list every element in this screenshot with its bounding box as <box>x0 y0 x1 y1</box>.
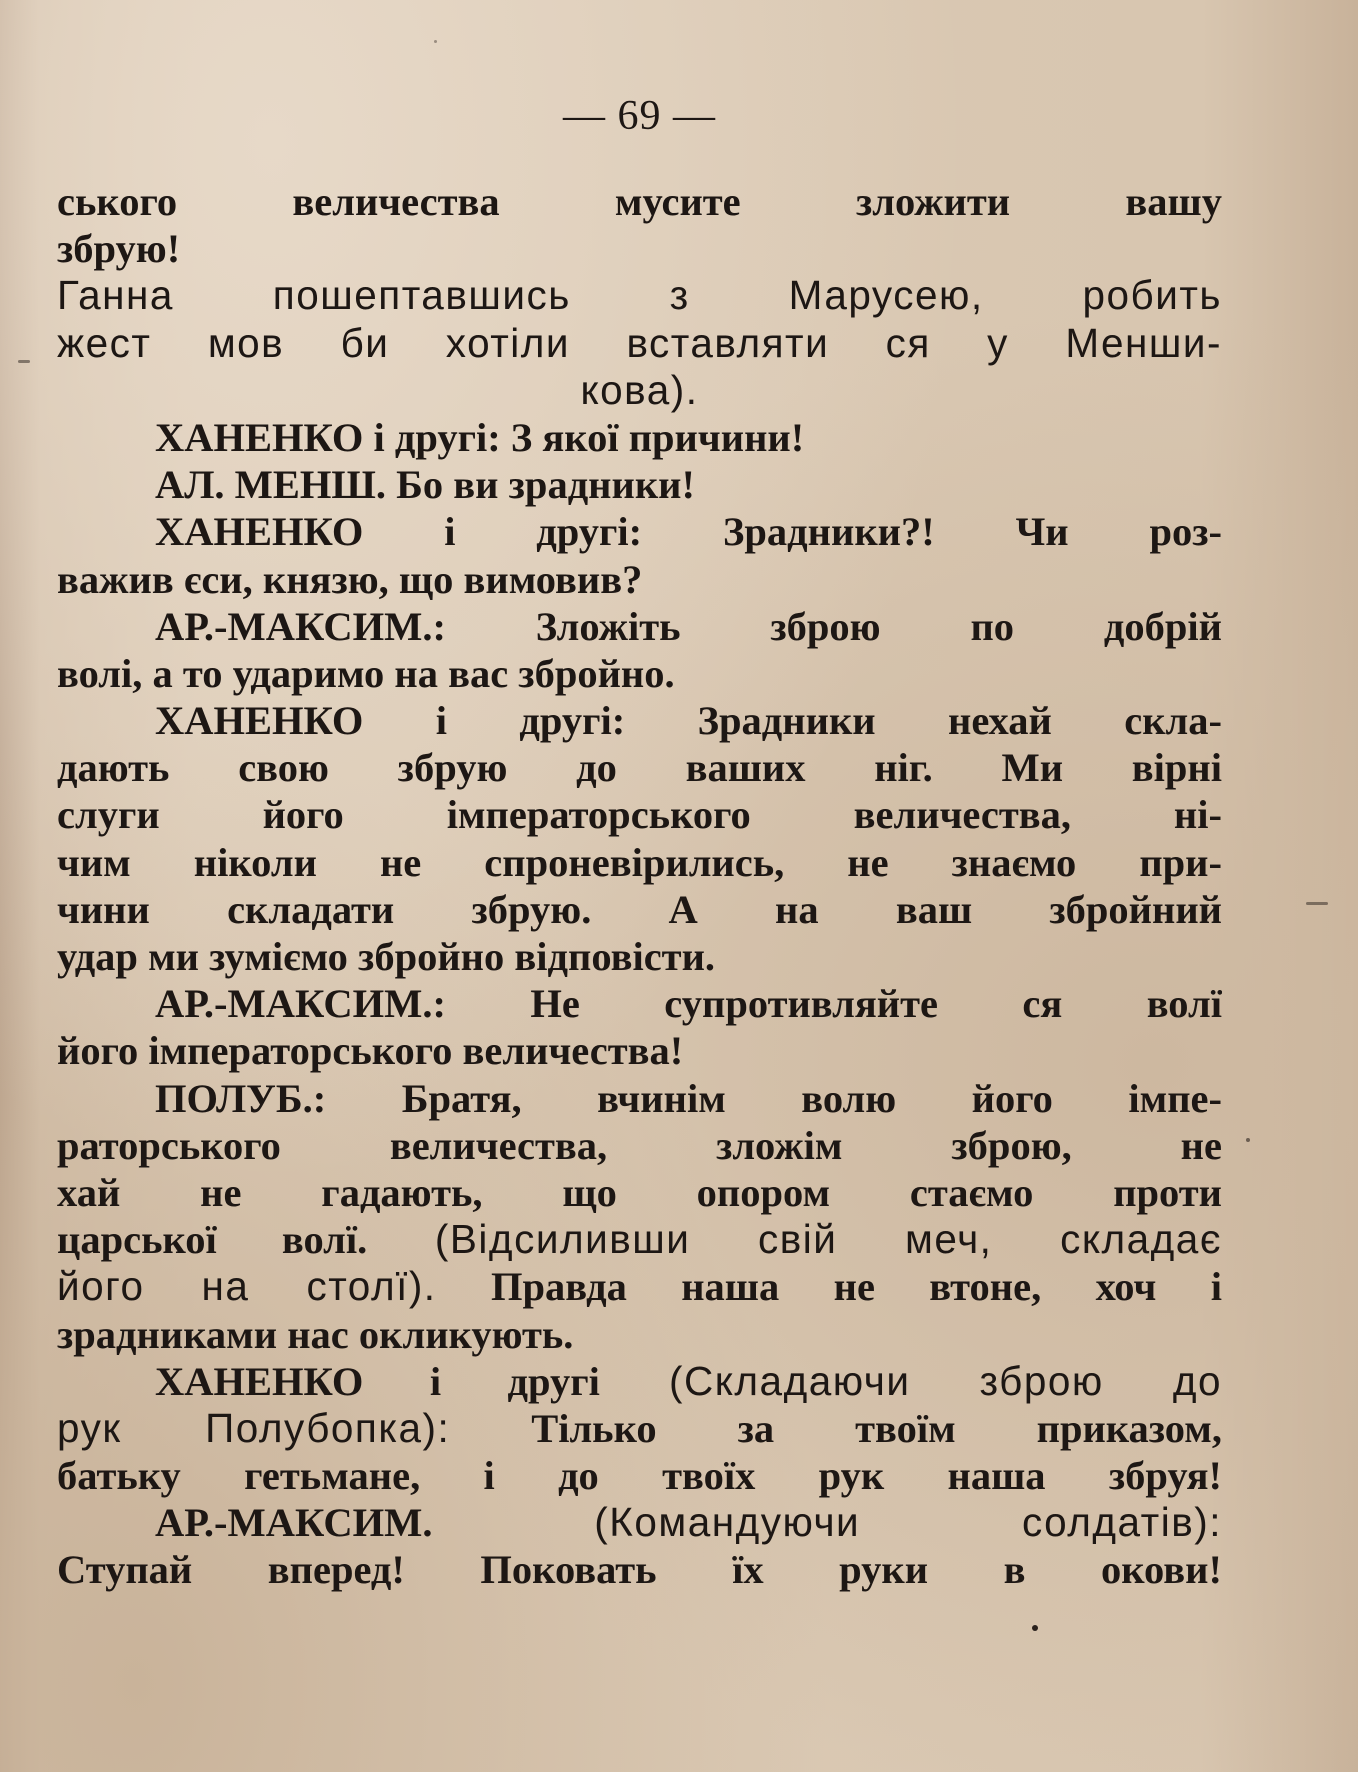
dialogue-line <box>57 980 1222 1027</box>
dialogue-text: Тілько за твоїм приказом, <box>450 1405 1222 1451</box>
text-line: ського величества мусите зложити вашу <box>57 179 1222 224</box>
speaker-name: АР.-МАКСИМ.: <box>155 603 446 649</box>
text-line: збрую! <box>57 226 181 272</box>
text-line: його імператорського величества! <box>57 1028 684 1074</box>
text-line: важив єси, князю, що вимовив? <box>57 556 643 602</box>
paper-speck <box>1032 1625 1038 1631</box>
stage-direction: (Командуючи солдатів): <box>432 1499 1222 1546</box>
text-line: зрадниками нас окликують. <box>57 1311 574 1357</box>
dialogue-line <box>57 508 1222 555</box>
mixed-line <box>57 1216 1222 1263</box>
speaker-name: АЛ. МЕНШ. <box>155 462 387 508</box>
dialogue-text: Не супротивляйте ся волї <box>445 981 1222 1027</box>
speaker-name: ХАНЕНКО і другі <box>155 1358 600 1404</box>
book-page <box>57 0 1222 1772</box>
text-line: дають свою збрую до ваших ніг. Ми вірні <box>57 745 1222 791</box>
mixed-line <box>57 1263 1222 1310</box>
text-line: Ступай вперед! Поковать їх руки в окови! <box>57 1547 1222 1593</box>
paper-speck <box>434 40 437 43</box>
dialogue-line <box>57 1358 1222 1405</box>
dialogue-text: Бо ви зрадники! <box>386 462 696 508</box>
stage-direction: (Відсиливши свій меч, складає <box>367 1216 1222 1263</box>
dialogue-text: Зрадники нехай скла- <box>625 698 1222 744</box>
text-line: слуги його імператорського величества, ні- <box>57 792 1222 838</box>
speaker-name: ХАНЕНКО і другі: <box>155 509 643 555</box>
stage-direction-line: кова). <box>580 366 699 413</box>
stage-direction: його на столї). <box>57 1263 437 1310</box>
speaker-name: АР.-МАКСИМ. <box>155 1500 433 1546</box>
dialogue-text: З якої причини! <box>500 414 805 460</box>
dialogue-text: Зложіть зброю по добрій <box>445 603 1222 649</box>
text-line: чим ніколи не спроневірились, не знаємо при- <box>57 839 1222 885</box>
text-line: батьку гетьмане, і до твоїх рук наша збруя! <box>57 1453 1222 1499</box>
stage-direction-line: Ганна пошептавшись з Марусею, робить <box>57 272 1222 319</box>
text-line: чини складати збрую. А на ваш збройний <box>57 886 1222 932</box>
text-line: удар ми зуміємо збройно відповісти. <box>57 934 716 979</box>
page-text <box>57 178 1222 1594</box>
speaker-name: АР.-МАКСИМ.: <box>155 981 446 1027</box>
paper-speck <box>1246 1138 1250 1142</box>
dialogue-text: Братя, вчинім волю його імпе- <box>326 1075 1222 1121</box>
stage-direction-line: жест мов би хотіли вставляти ся у Менши- <box>57 319 1222 366</box>
text-line: раторського величества, зложім зброю, не <box>57 1122 1222 1168</box>
speaker-name: ХАНЕНКО і другі: <box>155 414 501 460</box>
dialogue-text: Зрадники?! Чи роз- <box>642 509 1222 555</box>
stage-direction: (Складаючи зброю до <box>599 1357 1222 1404</box>
speaker-name: ХАНЕНКО і другі: <box>155 698 626 744</box>
mixed-line <box>57 1405 1222 1452</box>
text-line: хай не гадають, що опором стаємо проти <box>57 1169 1222 1215</box>
dialogue-line <box>57 1075 1222 1122</box>
paper-speck <box>1306 902 1328 905</box>
dialogue-text: царської волї. <box>57 1217 368 1263</box>
page-number: — 69 — <box>563 93 716 139</box>
dialogue-line <box>57 603 1222 650</box>
paper-speck <box>18 360 30 363</box>
dialogue-line <box>57 697 1222 744</box>
stage-direction: рук Полубопка): <box>57 1404 451 1451</box>
dialogue-text: Правда наша не втоне, хоч і <box>436 1264 1222 1310</box>
dialogue-line <box>57 414 1222 461</box>
dialogue-line <box>57 461 1222 508</box>
text-line: волі, а то ударимо на вас збройно. <box>57 650 675 696</box>
speaker-name: ПОЛУБ.: <box>155 1075 327 1121</box>
dialogue-line <box>57 1499 1222 1546</box>
